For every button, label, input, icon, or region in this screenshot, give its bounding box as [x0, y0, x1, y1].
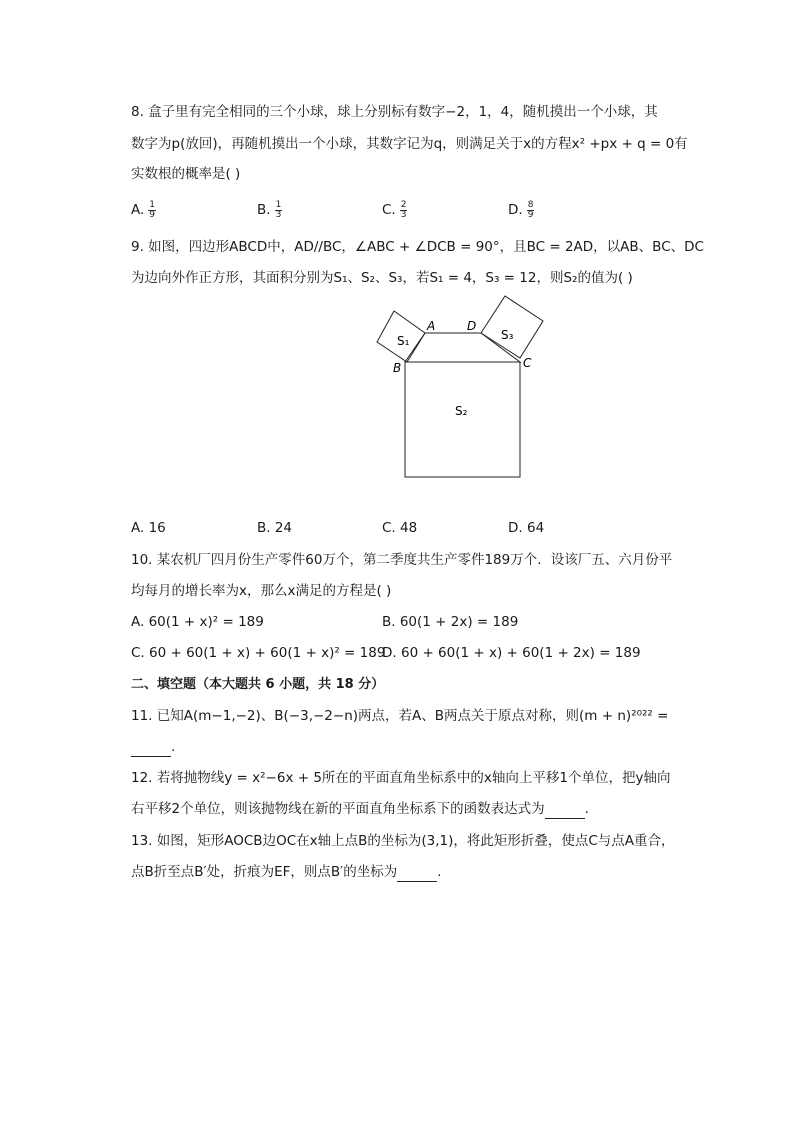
label-a: A — [427, 319, 436, 333]
label-d: D — [467, 319, 477, 333]
q9-option-b: B. 24 — [257, 520, 293, 536]
fraction: $\frac{2}{3}$ — [400, 199, 407, 220]
q12-line1: 12. 若将抛物线y = x²−6x + 5所在的平面直角坐标系中的x轴向上平移1个单位，把y轴向 — [131, 770, 671, 786]
label-c: C — [523, 356, 532, 370]
q9-option-a: A. 16 — [131, 520, 166, 536]
q8-option-d: D. $\frac{8}{9}$ — [508, 199, 534, 220]
q9-option-c: C. 48 — [382, 520, 418, 536]
label-s3: S₃ — [501, 328, 514, 342]
q11-line1: 11. 已知A(m−1,−2)、B(−3,−2−n)两点，若A、B两点关于原点对称，则(m + n)²⁰²² = — [131, 708, 669, 724]
q9-line1: 9. 如图，四边形ABCD中，AD//BC，∠ABC + ∠DCB = 90°，且BC = 2AD，以AB、BC、DC — [131, 239, 704, 255]
q8-option-b: B. $\frac{1}{3}$ — [257, 199, 282, 220]
q8-option-c: C. $\frac{2}{3}$ — [382, 199, 407, 220]
fraction: $\frac{8}{9}$ — [527, 199, 534, 220]
section-heading: 二、填空题（本大题共 6 小题，共 18 分） — [131, 677, 385, 692]
label-b: B — [393, 361, 402, 375]
q8-line3: 实数根的概率是( ) — [131, 166, 241, 182]
q13-line1: 13. 如图，矩形AOCB边OC在x轴上点B的坐标为(3,1)，将此矩形折叠，使点C与点A重合， — [131, 833, 675, 849]
answer-blank — [545, 804, 585, 819]
q8-line1: 8. 盒子里有完全相同的三个小球，球上分别标有数字−2，1，4，随机摸出一个小球，其 — [131, 104, 658, 120]
q10-option-a: A. 60(1 + x)² = 189 — [131, 614, 264, 630]
q12-line2: 右平移2个单位，则该抛物线在新的平面直角坐标系下的函数表达式为 . — [131, 801, 589, 817]
q13-line2: 点B折至点B′处，折痕为EF，则点B′的坐标为 . — [131, 864, 442, 880]
square-s3 — [481, 296, 543, 358]
q9-line2: 为边向外作正方形，其面积分别为S₁、S₂、S₃，若S₁ = 4，S₃ = 12，则S₂的值为( ) — [131, 270, 633, 286]
q10-line2: 均每月的增长率为x，那么x满足的方程是( ) — [131, 583, 392, 599]
square-s2 — [405, 362, 520, 477]
answer-blank — [131, 742, 171, 757]
q9-option-d: D. 64 — [508, 520, 545, 536]
q8-line2: 数字为p(放回)，再随机摸出一个小球，其数字记为q，则满足关于x的方程x² +px + q = 0有 — [131, 136, 688, 152]
q10-line1: 10. 某农机厂四月份生产零件60万个，第二季度共生产零件189万个．设该厂五、六月份平 — [131, 552, 673, 568]
q10-option-d: D. 60 + 60(1 + x) + 60(1 + 2x) = 189 — [382, 645, 641, 661]
q8-option-a: A. $\frac{1}{9}$ — [131, 199, 156, 220]
q9-figure — [360, 290, 560, 490]
fraction: $\frac{1}{9}$ — [149, 199, 156, 220]
q10-option-c: C. 60 + 60(1 + x) + 60(1 + x)² = 189 — [131, 645, 386, 661]
q10-option-b: B. 60(1 + 2x) = 189 — [382, 614, 519, 630]
answer-blank — [397, 867, 437, 882]
fraction: $\frac{1}{3}$ — [275, 199, 282, 220]
label-s1: S₁ — [397, 334, 410, 348]
label-s2: S₂ — [455, 404, 468, 418]
q11-line2: . — [131, 737, 175, 757]
